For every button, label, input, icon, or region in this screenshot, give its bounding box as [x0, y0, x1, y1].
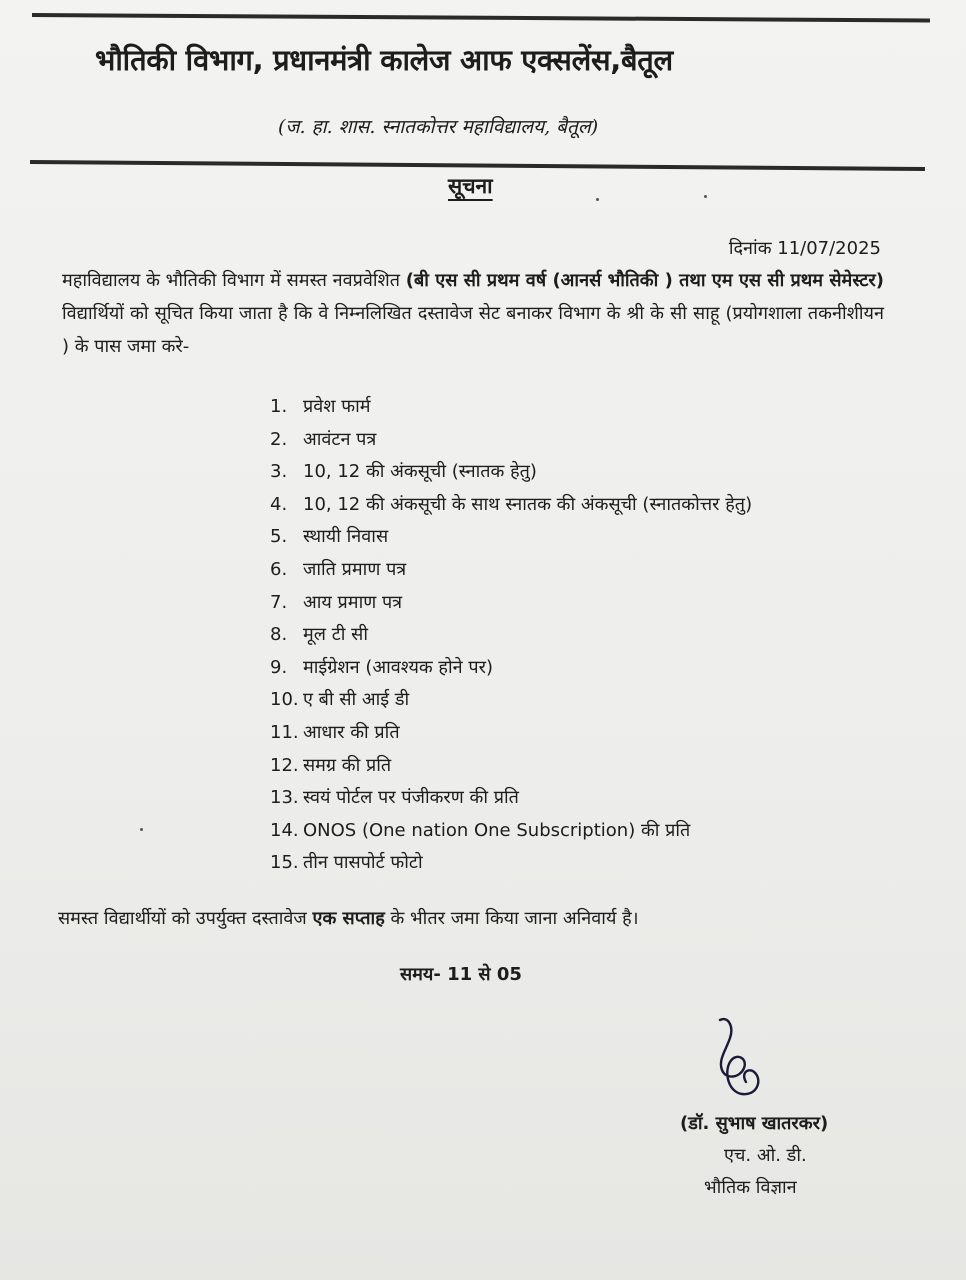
document-list-item — [270, 391, 752, 424]
document-item-text: आय प्रमाण पत्र — [303, 591, 403, 613]
document-item-number: 10. — [270, 689, 299, 711]
document-item-text: आधार की प्रति — [303, 721, 400, 743]
document-list-item — [270, 815, 752, 848]
intro-paragraph — [62, 264, 884, 363]
document-item-number: 3. — [270, 461, 288, 483]
notice-date: दिनांक 11/07/2025 — [728, 238, 881, 259]
closing-deadline: एक सप्ताह — [312, 908, 385, 929]
closing-paragraph — [58, 906, 908, 930]
document-item-number: 15. — [270, 852, 299, 874]
header-top-rule — [32, 13, 930, 22]
document-list-item — [270, 619, 752, 652]
paper-speck — [704, 195, 707, 198]
document-item-text: जाति प्रमाण पत्र — [303, 558, 407, 580]
document-list-item — [270, 554, 752, 587]
signatory-name: (डॉ. सुभाष खातरकर) — [680, 1113, 829, 1134]
document-item-number: 7. — [270, 591, 288, 613]
document-item-number: 8. — [270, 624, 288, 646]
signature-image — [700, 1012, 780, 1102]
header-bottom-rule — [30, 160, 925, 171]
document-list-item — [270, 750, 752, 783]
signatory-department: भौतिक विज्ञान — [704, 1177, 797, 1198]
document-item-number: 12. — [270, 754, 299, 776]
document-list-item — [270, 424, 752, 457]
document-item-text: मूल टी सी — [303, 624, 368, 646]
document-list-item — [270, 456, 752, 489]
intro-text-start: महाविद्यालय के भौतिकी विभाग में समस्त नवप्रवेशित — [62, 270, 406, 291]
closing-text-end: के भीतर जमा किया जाना अनिवार्य है। — [384, 908, 639, 929]
document-list-item — [270, 521, 752, 554]
document-item-text: आवंटन पत्र — [303, 428, 377, 450]
document-item-text: तीन पासपोर्ट फोटो — [303, 852, 423, 874]
document-list-item — [270, 587, 752, 620]
document-item-text: ए बी सी आई डी — [303, 689, 410, 711]
document-list — [270, 391, 752, 880]
document-list-item — [270, 782, 752, 815]
paper-speck — [140, 828, 143, 831]
document-item-number: 5. — [270, 526, 288, 548]
signatory-role: एच. ओ. डी. — [724, 1145, 807, 1166]
document-item-text: 10, 12 की अंकसूची (स्नातक हेतु) — [303, 461, 537, 483]
document-item-number: 9. — [270, 656, 288, 678]
submission-timing: समय- 11 से 05 — [400, 964, 522, 985]
document-item-text: स्वयं पोर्टल पर पंजीकरण की प्रति — [303, 787, 519, 809]
document-item-number: 11. — [270, 721, 299, 743]
document-item-number: 13. — [270, 787, 299, 809]
document-item-number: 4. — [270, 493, 288, 515]
document-item-number: 14. — [270, 819, 299, 841]
closing-text-start: समस्त विद्यार्थीयों को उपर्युक्त दस्तावेज — [58, 908, 313, 929]
intro-text-end: विद्यार्थियों को सूचित किया जाता है कि वे निम्नलिखित दस्तावेज सेट बनाकर विभाग के श्री के सी साहू (प्रयोगशाला तकनीशीयन ) के पास जमा करे- — [62, 303, 884, 357]
document-item-text: समग्र की प्रति — [303, 754, 392, 776]
paper-speck — [596, 198, 599, 201]
intro-course-names: (बी एस सी प्रथम वर्ष (आनर्स भौतिकी ) तथा एम एस सी प्रथम सेमेस्टर) — [405, 270, 884, 291]
signatory-block — [680, 1108, 828, 1204]
document-item-text: स्थायी निवास — [303, 526, 389, 548]
document-item-text: ONOS (One nation One Subscription) की प्रति — [303, 819, 691, 841]
notice-title: सूचना — [448, 174, 493, 198]
department-heading: भौतिकी विभाग, प्रधानमंत्री कालेज आफ एक्सलेंस,बैतूल — [95, 43, 673, 77]
document-list-item — [270, 847, 752, 880]
document-list-item — [270, 489, 752, 522]
document-list-item — [270, 652, 752, 685]
college-subheading: (ज. हा. शास. स्नातकोत्तर महाविद्यालय, बैतूल) — [278, 116, 599, 138]
document-item-text: प्रवेश फार्म — [303, 396, 371, 417]
document-list-item — [270, 717, 752, 750]
document-list-item — [270, 684, 752, 717]
document-item-text: 10, 12 की अंकसूची के साथ स्नातक की अंकसूची (स्नातकोत्तर हेतु) — [303, 493, 753, 515]
document-item-number: 6. — [270, 558, 288, 580]
document-item-number: 2. — [270, 428, 288, 450]
document-item-number: 1. — [270, 396, 288, 417]
document-item-text: माईग्रेशन (आवश्यक होने पर) — [303, 656, 493, 678]
